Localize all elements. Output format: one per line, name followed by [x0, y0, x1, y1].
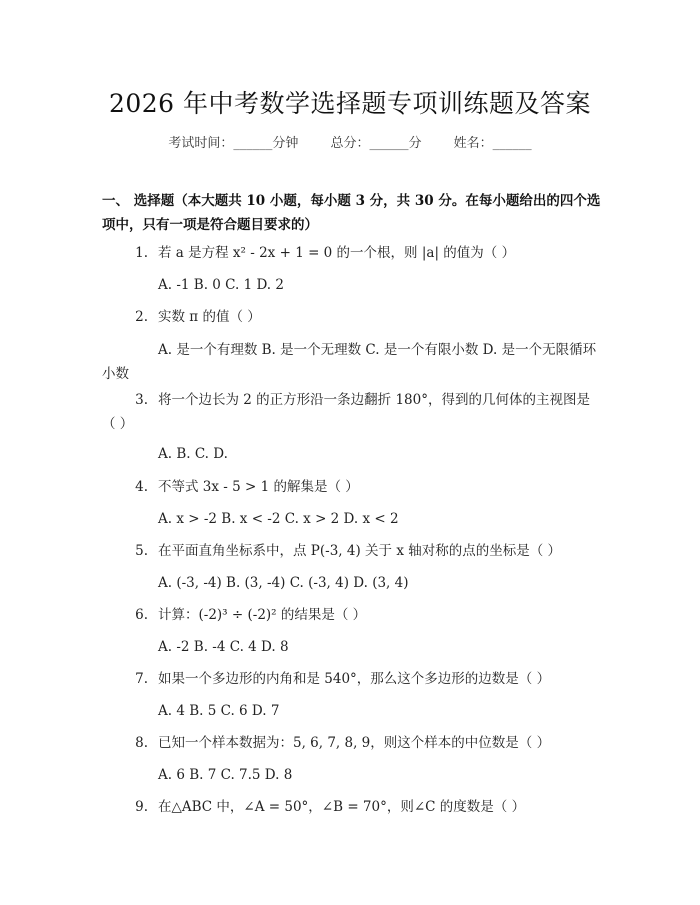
question-stem: 如果一个多边形的内角和是 540°，那么这个多边形的边数是（ ）	[158, 671, 551, 687]
question-number: 8.	[135, 735, 148, 751]
question-stem: 将一个边长为 2 的正方形沿一条边翻折 180°，得到的几何体的主视图是（ ）	[102, 392, 590, 432]
question-8	[102, 731, 602, 755]
question-number: 9.	[135, 799, 148, 815]
question-8-options: A. 6 B. 7 C. 7.5 D. 8	[158, 767, 293, 783]
question-stem: 实数 π 的值（ ）	[158, 309, 261, 325]
question-stem: 已知一个样本数据为：5, 6, 7, 8, 9，则这个样本的中位数是（ ）	[158, 735, 551, 751]
question-stem: 在△ABC 中，∠A = 50°，∠B = 70°，则∠C 的度数是（ ）	[158, 799, 526, 815]
question-7-options: A. 4 B. 5 C. 6 D. 7	[158, 703, 280, 719]
question-number: 7.	[135, 671, 148, 687]
question-number: 1.	[135, 245, 148, 261]
question-6	[102, 603, 602, 627]
question-2-options: A. 是一个有理数 B. 是一个无理数 C. 是一个有限小数 D. 是一个无限循环小数	[102, 342, 597, 382]
question-4-options: A. x > -2 B. x < -2 C. x > 2 D. x < 2	[158, 511, 399, 527]
question-3	[102, 388, 602, 436]
question-5	[102, 539, 602, 563]
question-3-options: A. B. C. D.	[158, 446, 228, 462]
page-title: 2026 年中考数学选择题专项训练题及答案	[108, 89, 592, 118]
question-stem: 在平面直角坐标系中，点 P(-3, 4) 关于 x 轴对称的点的坐标是（ ）	[158, 543, 562, 559]
question-number: 4.	[135, 479, 148, 495]
question-stem: 计算：(-2)³ ÷ (-2)² 的结果是（ ）	[158, 607, 367, 623]
exam-info	[0, 132, 700, 151]
exam-time: 考试时间：______分钟	[168, 136, 299, 151]
question-1	[102, 241, 602, 265]
question-number: 5.	[135, 543, 148, 559]
question-stem: 不等式 3x - 5 > 1 的解集是（ ）	[158, 479, 359, 495]
question-number: 6.	[135, 607, 148, 623]
total-score: 总分：______分	[330, 136, 422, 151]
question-stem: 若 a 是方程 x² - 2x + 1 = 0 的一个根，则 |a| 的值为（ ）	[158, 245, 516, 261]
question-number: 3.	[135, 392, 148, 408]
question-7	[102, 667, 602, 691]
question-1-options: A. -1 B. 0 C. 1 D. 2	[158, 277, 284, 293]
question-5-options: A. (-3, -4) B. (3, -4) C. (-3, 4) D. (3, 4)	[158, 575, 409, 591]
question-number: 2.	[135, 309, 148, 325]
question-9	[102, 795, 602, 819]
question-4	[102, 475, 602, 499]
student-name: 姓名：______	[453, 136, 532, 151]
question-2	[102, 305, 602, 329]
section-heading: 一、 选择题（本大题共 10 小题，每小题 3 分，共 30 分。在每小题给出的四个选项中，只有一项是符合题目要求的）	[102, 193, 601, 233]
question-6-options: A. -2 B. -4 C. 4 D. 8	[158, 639, 289, 655]
